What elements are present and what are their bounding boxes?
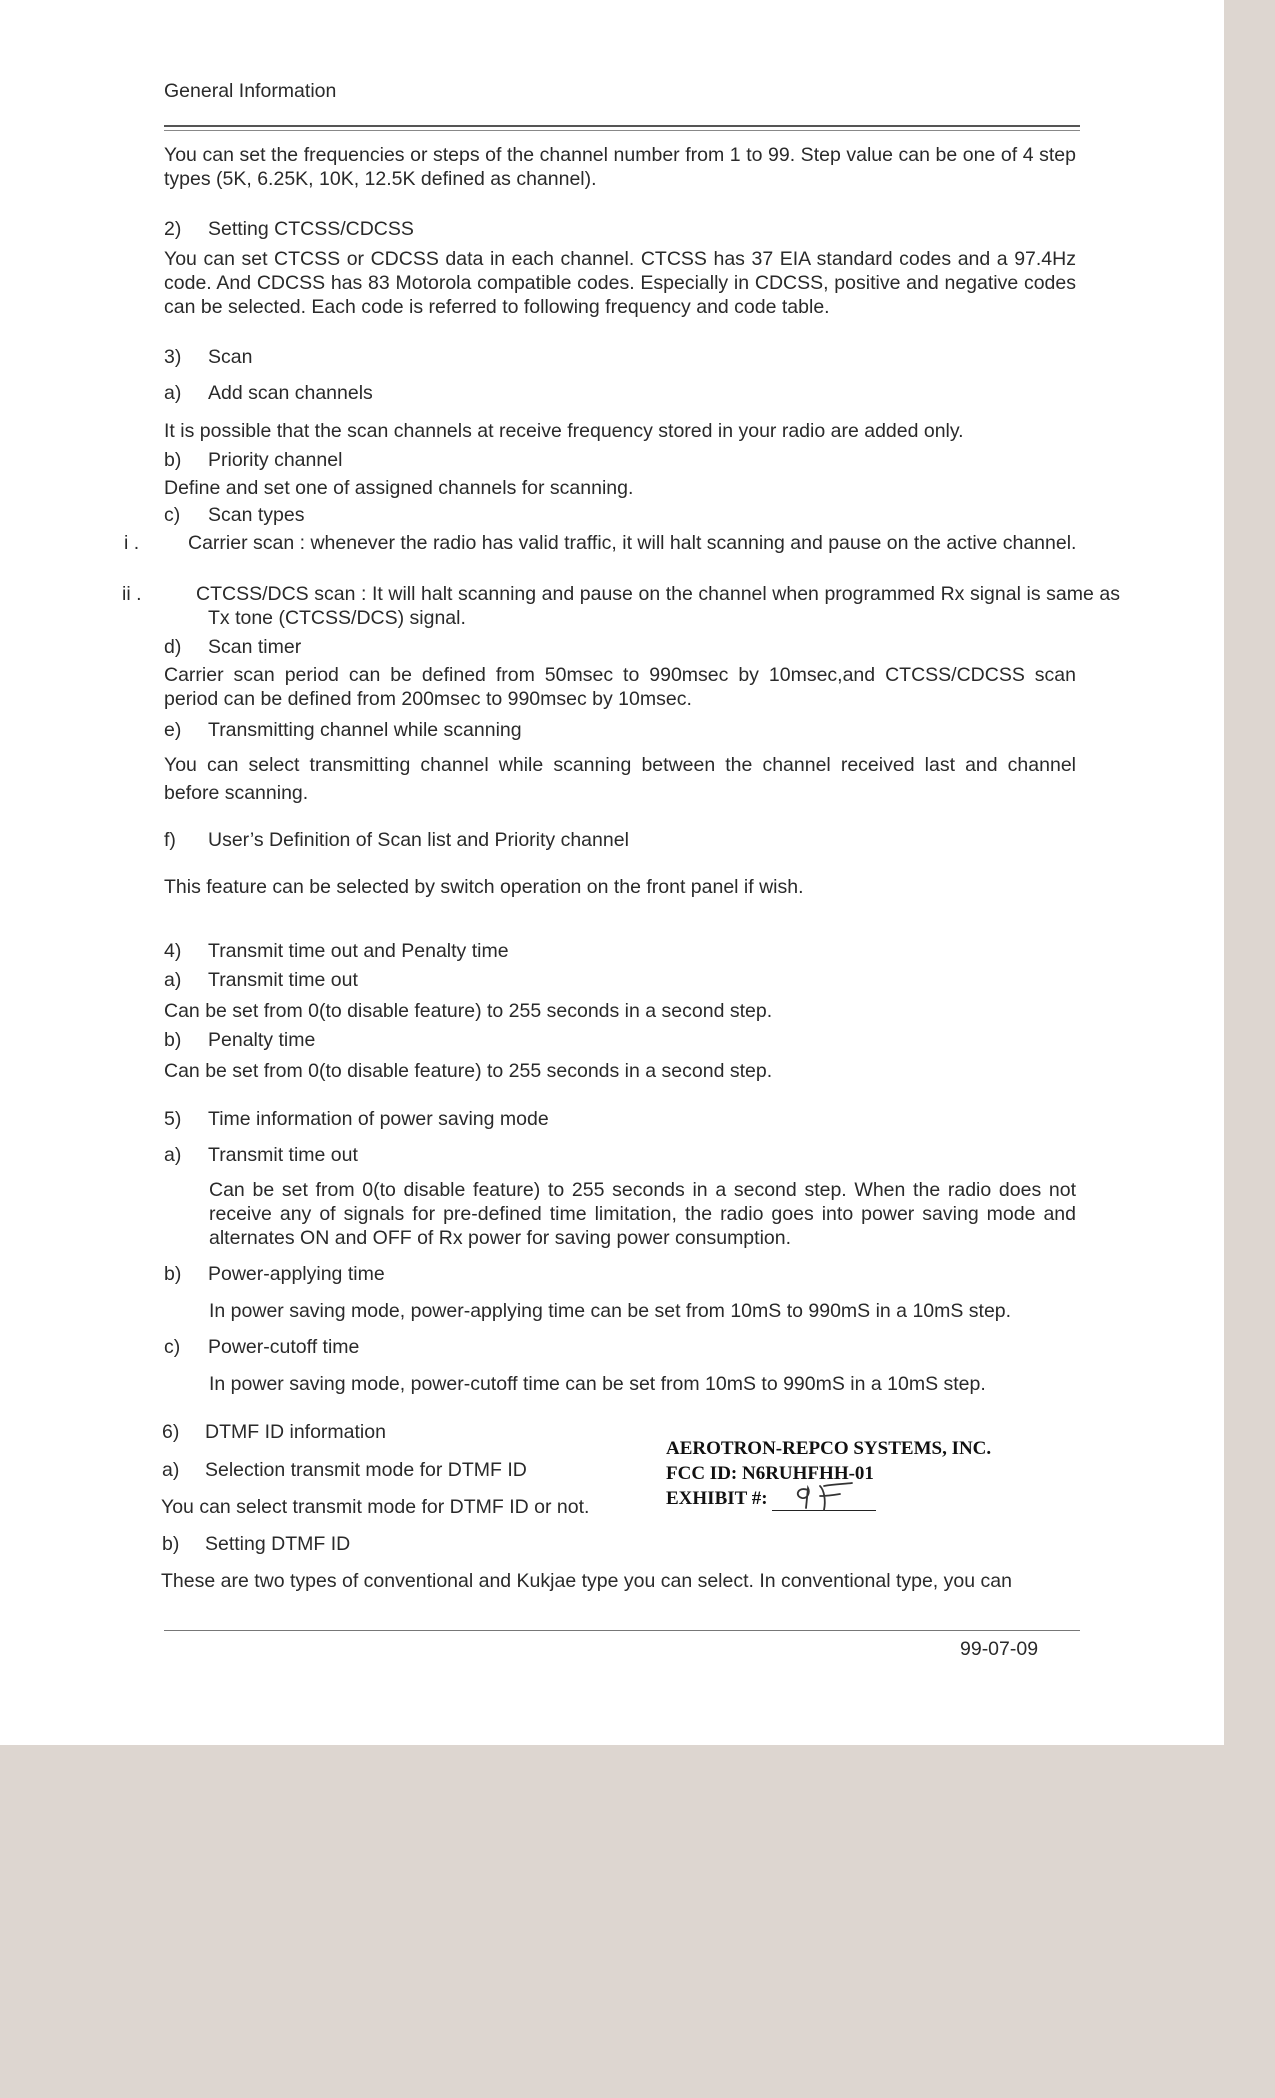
subsection-3b-body: Define and set one of assigned channels for scanning. — [164, 477, 634, 499]
subsection-label: b) — [164, 1029, 182, 1051]
subsection-label: b) — [164, 1263, 182, 1285]
footer-divider — [164, 1630, 1080, 1631]
subsection-title: Scan types — [208, 504, 305, 526]
subsection-5a-body: Can be set from 0(to disable feature) to 255 seconds in a second step. When the radio does not receive any of signals for pre-defined time limitation, the radio goes into power saving mode and alternates ON and OFF of Rx power for saving power consumption. — [209, 1179, 1076, 1249]
subsection-title: Penalty time — [208, 1029, 316, 1051]
subsection-title: Scan timer — [208, 636, 302, 658]
subsection-3a-body: It is possible that the scan channels at receive frequency stored in your radio are added only. — [164, 420, 964, 442]
section-title: Setting CTCSS/CDCSS — [208, 218, 414, 240]
subsection-title: Power-cutoff time — [208, 1336, 360, 1358]
exhibit-label: EXHIBIT #: — [666, 1488, 768, 1509]
scan-type-ctcss: ii . CTCSS/DCS scan : It will halt scanning and pause on the channel when programmed Rx signal is same as Tx tone (CTCSS/DCS) signal. — [122, 583, 1120, 629]
subsection-4b-body: Can be set from 0(to disable feature) to 255 seconds in a second step. — [164, 1060, 773, 1082]
header-divider — [164, 125, 1080, 131]
subsection-5b-body: In power saving mode, power-applying time can be set from 10mS to 990mS in a 10mS step. — [209, 1300, 1012, 1322]
subsection-label: a) — [164, 969, 182, 991]
subsection-label: a) — [164, 382, 182, 404]
section-number: 5) — [164, 1108, 182, 1130]
subsection-title: Setting DTMF ID — [205, 1533, 351, 1555]
section-number: 4) — [164, 940, 182, 962]
subsection-6a-body: You can select transmit mode for DTMF ID or not. — [161, 1496, 590, 1518]
subsection-title: Transmit time out — [208, 969, 358, 991]
exhibit-company: AEROTRON-REPCO SYSTEMS, INC. — [666, 1438, 992, 1459]
section-title: DTMF ID information — [205, 1421, 386, 1443]
subsection-label: a) — [162, 1459, 180, 1481]
intro-paragraph: You can set the frequencies or steps of the channel number from 1 to 99. Step value can be one of 4 step types (5K, 6.25K, 10K, 12.5K defined as channel). — [164, 144, 1076, 190]
subsection-title: Transmitting channel while scanning — [208, 719, 522, 741]
exhibit-fcc-id: FCC ID: N6RUHFHH-01 — [666, 1463, 874, 1484]
subsection-title: Add scan channels — [208, 382, 373, 404]
scan-type-text: Carrier scan : whenever the radio has valid traffic, it will halt scanning and pause on the active channel. — [188, 532, 1077, 554]
subsection-label: a) — [164, 1144, 182, 1166]
section-2-body: You can set CTCSS or CDCSS data in each channel. CTCSS has 37 EIA standard codes and a 97.4Hz code. And CDCSS has 83 Motorola compatible codes. Especially in CDCSS, positive and negative codes can be selected. Each code is referred to following frequency and code table. — [164, 248, 1076, 318]
subsection-3d-body: Carrier scan period can be defined from 50msec to 990msec by 10msec,and CTCSS/CDCSS scan period can be defined from 200msec to 990msec by 10msec. — [164, 664, 1076, 710]
subsection-label: f) — [164, 829, 176, 851]
handwriting-9f-icon — [790, 1480, 860, 1514]
exhibit-number — [666, 1486, 1046, 1511]
section-number: 2) — [164, 218, 182, 240]
subsection-label: b) — [162, 1533, 180, 1555]
section-number: 6) — [162, 1421, 180, 1443]
subsection-label: e) — [164, 719, 182, 741]
subsection-3e-body: You can select transmitting channel while scanning between the channel received last and channel before scanning. — [164, 754, 1076, 804]
section-title: Transmit time out and Penalty time — [208, 940, 509, 962]
subsection-title: Priority channel — [208, 449, 343, 471]
subsection-label: c) — [164, 504, 181, 526]
subsection-5c-body: In power saving mode, power-cutoff time can be set from 10mS to 990mS in a 10mS step. — [209, 1373, 986, 1395]
subsection-label: b) — [164, 449, 182, 471]
section-title: Scan — [208, 346, 253, 368]
page-header-title: General Information — [164, 80, 337, 102]
subsection-label: c) — [164, 1336, 181, 1358]
scan-type-text: CTCSS/DCS scan : It will halt scanning and pause on the channel when programmed Rx signal is same as Tx tone (CTCSS/DCS) signal. — [196, 583, 1120, 629]
subsection-6b-body: These are two types of conventional and Kukjae type you can select. In conventional type, you can — [161, 1570, 1012, 1592]
footer-date: 99-07-09 — [960, 1638, 1039, 1660]
subsection-title: User’s Definition of Scan list and Priority channel — [208, 829, 629, 851]
subsection-3f-body: This feature can be selected by switch operation on the front panel if wish. — [164, 876, 804, 898]
exhibit-handwritten-value — [772, 1490, 876, 1511]
subsection-4a-body: Can be set from 0(to disable feature) to 255 seconds in a second step. — [164, 1000, 773, 1022]
subsection-title: Transmit time out — [208, 1144, 358, 1166]
scan-type-carrier: i . Carrier scan : whenever the radio has valid traffic, it will halt scanning and pause on the active channel. — [124, 532, 1077, 554]
section-number: 3) — [164, 346, 182, 368]
subsection-title: Power-applying time — [208, 1263, 385, 1285]
subsection-title: Selection transmit mode for DTMF ID — [205, 1459, 527, 1481]
exhibit-stamp — [666, 1436, 1046, 1511]
subsection-label: d) — [164, 636, 182, 658]
section-title: Time information of power saving mode — [208, 1108, 549, 1130]
